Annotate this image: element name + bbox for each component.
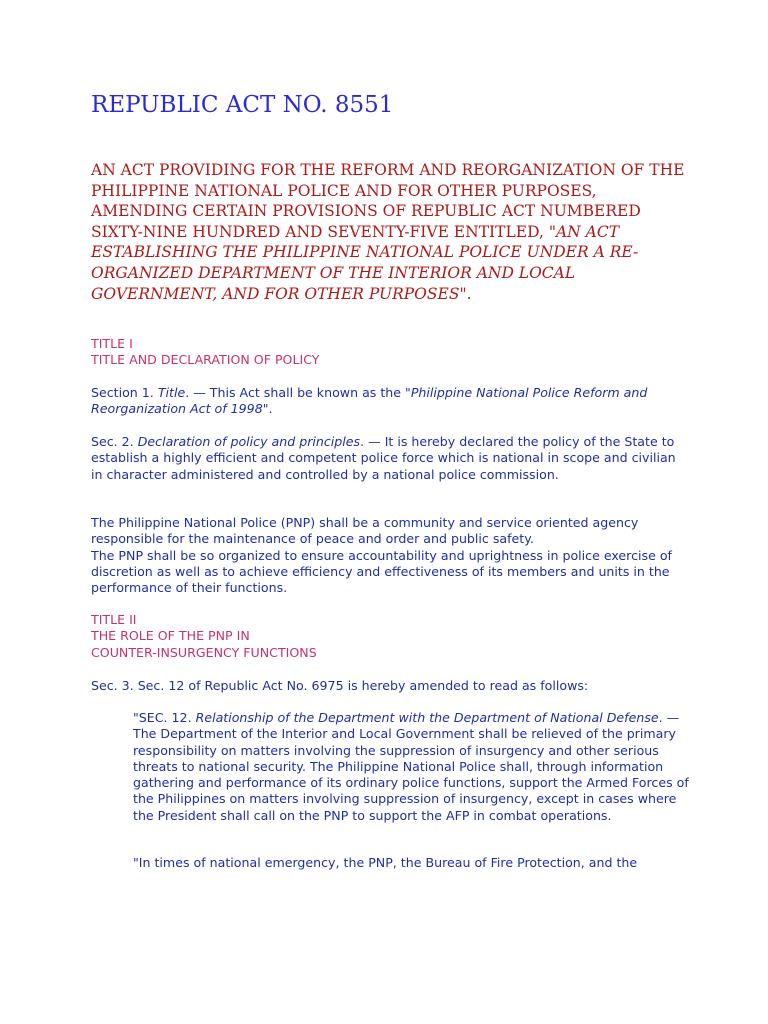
subtitle-plain: AN ACT PROVIDING FOR THE REFORM AND REORGANIZATION OF THE PHILIPPINE NATIONAL POLICE AND FOR OTHER PURPOSES, AMENDING CERTAIN PROVISIONS OF REPUBLIC ACT NUMBERED SIXTY-NINE HUNDRED AND SEVENTY-FIVE ENTITLED,	[91, 161, 685, 241]
title-2-heading	[91, 612, 691, 661]
section-1-end: .	[268, 401, 273, 417]
title-1-label: TITLE I	[91, 336, 133, 351]
title-2-line-1: THE ROLE OF THE PNP IN	[91, 628, 250, 644]
section-2-text: . — It is hereby declared the policy of the State to establish a highly efficient and competent police force which is national in scope and civilian in character administered and controlled by a national police commission.	[91, 434, 676, 482]
section-1	[91, 385, 691, 418]
title-2-label: TITLE II	[91, 612, 137, 627]
section-1-prefix: Section 1.	[91, 385, 158, 400]
title-1-heading	[91, 336, 691, 369]
title-2-line-2: COUNTER-INSURGENCY FUNCTIONS	[91, 644, 317, 660]
pnp-paragraph	[91, 515, 691, 596]
section-2-prefix: Sec. 2.	[91, 434, 138, 449]
section-2	[91, 434, 691, 483]
title-1-name: TITLE AND DECLARATION OF POLICY	[91, 352, 320, 368]
section-3: Sec. 3. Sec. 12 of Republic Act No. 6975 is hereby amended to read as follows:	[91, 678, 589, 693]
section-1-dash: . — This Act shall be known as the	[185, 385, 406, 400]
section-12-prefix: "SEC. 12.	[133, 710, 196, 725]
section-12-quote	[133, 710, 693, 824]
emergency-paragraph: "In times of national emergency, the PNP, the Bureau of Fire Protection, and the	[133, 855, 638, 870]
section-12-text: . — The Department of the Interior and Local Government shall be relieved of the primary responsibility on matters involving the suppression of insurgency and other serious threats to national security. The Philippine National Police shall, through information gathering and performance of its ordinary police functions, support the Armed Forces of the Philippines on matters involving suppression of insurgency, except in cases where the President shall call on the PNP to support the AFP in combat operations.	[133, 710, 689, 823]
subtitle-italic: "AN ACT ESTABLISHING THE PHILIPPINE NATIONAL POLICE UNDER A RE-ORGANIZED DEPARTMENT OF THE INTERIOR AND LOCAL GOVERNMENT, AND FOR OTHER PURPOSES"	[91, 222, 639, 303]
section-1-heading: Title	[157, 385, 186, 400]
section-1-quote: "Philippine National Police Reform and Reorganization Act of 1998"	[91, 385, 648, 417]
document-title: REPUBLIC ACT NO. 8551	[91, 92, 394, 118]
pnp-paragraph-2: The PNP shall be so organized to ensure accountability and uprightness in police exercise of discretion as well as to achieve efficiency and effectiveness of its members and units in the performance of their functions.	[91, 547, 672, 596]
pnp-paragraph-1: The Philippine National Police (PNP) shall be a community and service oriented agency responsible for the maintenance of peace and order and public safety.	[91, 515, 639, 547]
section-12-heading: Relationship of the Department with the Department of National Defense	[195, 710, 659, 725]
section-2-heading: Declaration of policy and principles	[137, 434, 361, 449]
document-subtitle	[91, 160, 691, 304]
subtitle-end: .	[466, 284, 472, 303]
